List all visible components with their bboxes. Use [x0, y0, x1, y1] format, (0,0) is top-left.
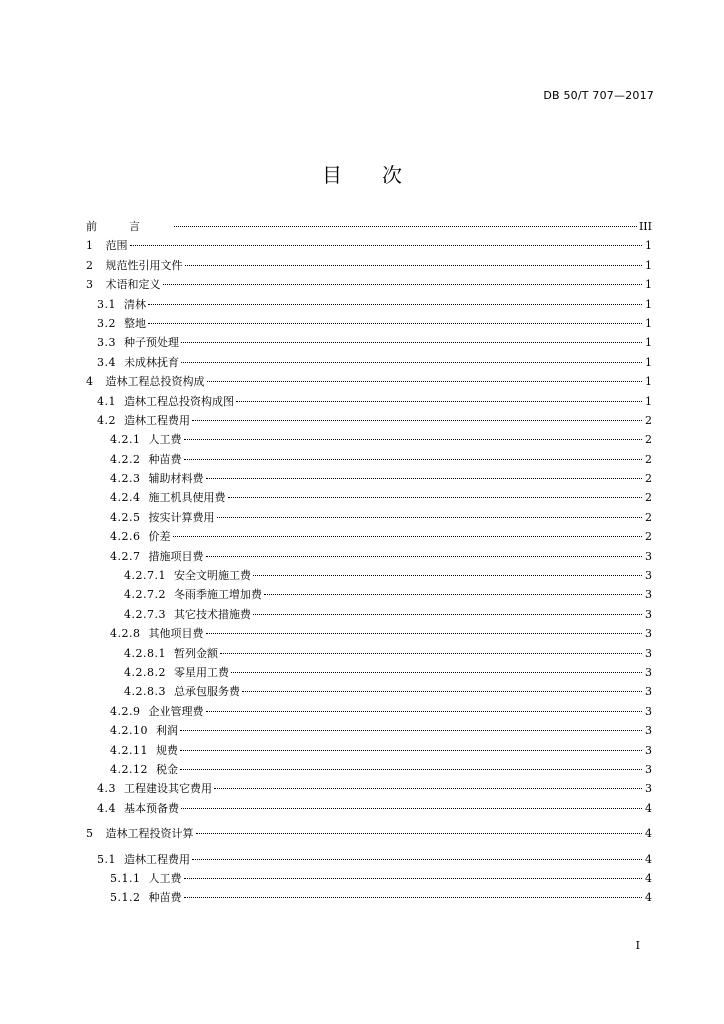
toc-entry-page: 4: [645, 852, 652, 866]
toc-entry-page: 1: [645, 297, 652, 311]
toc-entry-page: 3: [645, 782, 652, 796]
page-title: 目次: [322, 163, 442, 187]
toc-entry-title: 术语和定义: [105, 278, 161, 292]
toc-entry[interactable]: [86, 333, 652, 352]
toc-entry-page: 1: [645, 258, 652, 272]
toc-entry[interactable]: [86, 721, 652, 740]
toc-entry[interactable]: [86, 566, 652, 585]
toc-dot-leader: [184, 459, 643, 460]
toc-entry-page: 4: [645, 871, 652, 885]
toc-dot-leader: [148, 323, 642, 324]
toc-dot-leader: [217, 517, 643, 518]
toc-entry-number: 4.2.1: [110, 433, 141, 447]
toc-dot-leader: [206, 711, 643, 712]
toc-entry-page: 2: [645, 452, 652, 466]
toc-entry-page: 3: [645, 762, 652, 776]
toc-entry-number: 5.1.2: [110, 891, 141, 905]
toc-entry[interactable]: [86, 275, 652, 294]
toc-entry[interactable]: [86, 824, 652, 843]
toc-entry-title: 总承包服务费: [173, 685, 240, 699]
toc-entry[interactable]: [86, 372, 652, 391]
toc-entry-number: 4.2.7.1: [124, 569, 166, 583]
toc-dot-leader: [231, 672, 642, 673]
toc-entry[interactable]: [86, 236, 652, 255]
toc-entry-title: 造林工程费用: [124, 852, 190, 866]
toc-entry[interactable]: [86, 850, 652, 869]
toc-entry-number: 4.2.10: [110, 724, 148, 738]
toc-entry-title: 清林: [124, 297, 146, 311]
toc-entry[interactable]: [86, 411, 652, 430]
toc-entry-number: 4.2.7.3: [124, 607, 166, 621]
toc-entry-number: 5.1: [97, 852, 116, 866]
toc-entry-number: 4.4: [97, 801, 116, 815]
toc-entry[interactable]: [86, 469, 652, 488]
toc-dot-leader: [184, 878, 643, 879]
toc-entry[interactable]: [86, 547, 652, 566]
toc-entry-number: 4.2.5: [110, 510, 141, 524]
toc-dot-leader: [192, 859, 642, 860]
toc-entry-number: 5: [86, 827, 94, 841]
toc-dot-leader: [196, 833, 643, 834]
toc-entry-title: 种苗费: [148, 891, 182, 905]
toc-entry-title: 措施项目费: [148, 549, 204, 563]
toc-dot-leader: [228, 497, 643, 498]
toc-entry[interactable]: [86, 527, 652, 546]
toc-entry-number: 3.1: [97, 297, 116, 311]
toc-entry-number: 3.2: [97, 316, 116, 330]
toc-entry-page: 4: [645, 827, 652, 841]
toc-entry[interactable]: [86, 682, 652, 701]
toc-dot-leader: [163, 284, 643, 285]
toc-entry-title: 造林工程投资计算: [105, 827, 194, 841]
toc-entry-page: 1: [645, 375, 652, 389]
toc-entry-title: 造林工程总投资构成图: [124, 394, 234, 408]
toc-entry-page: 1: [645, 336, 652, 350]
toc-dot-leader: [253, 575, 642, 576]
toc-entry[interactable]: [86, 217, 652, 236]
toc-entry-page: 2: [645, 491, 652, 505]
toc-entry-number: 4.2.2: [110, 452, 141, 466]
toc-entry[interactable]: [86, 605, 652, 624]
toc-entry-number: 4.2.4: [110, 491, 141, 505]
toc-entry-page: 3: [645, 704, 652, 718]
toc-entry-title: 税金: [156, 762, 178, 776]
toc-dot-leader: [253, 614, 642, 615]
toc-dot-leader: [206, 633, 643, 634]
toc-entry-title: 安全文明施工费: [173, 569, 251, 583]
toc-entry[interactable]: [86, 256, 652, 275]
toc-entry-title: 暂列金额: [173, 646, 218, 660]
toc-entry-number: 2: [86, 258, 94, 272]
toc-entry-number: 4.2.9: [110, 704, 141, 718]
toc-entry-title: 未成林抚育: [124, 355, 179, 369]
toc-entry[interactable]: [86, 488, 652, 507]
toc-entry-number: 4.2.6: [110, 530, 141, 544]
toc-entry[interactable]: [86, 644, 652, 663]
toc-dot-leader: [148, 304, 642, 305]
toc-dot-leader: [180, 730, 642, 731]
toc-entry-title: 企业管理费: [148, 704, 204, 718]
toc-entry-number: 4.2.8.3: [124, 685, 166, 699]
toc-entry-page: 3: [645, 724, 652, 738]
table-of-contents: [86, 217, 652, 908]
toc-entry-page: 3: [645, 665, 652, 679]
toc-entry[interactable]: [86, 624, 652, 643]
toc-entry-page: 2: [645, 530, 652, 544]
toc-entry-title: 工程建设其它费用: [124, 782, 212, 796]
toc-entry[interactable]: [86, 314, 652, 333]
toc-entry-number: 4.2: [97, 413, 116, 427]
toc-entry-number: 4.2.8.2: [124, 665, 166, 679]
toc-entry[interactable]: [86, 760, 652, 779]
toc-entry-page: 3: [645, 569, 652, 583]
toc-dot-leader: [214, 788, 642, 789]
toc-entry-title: 零星用工费: [173, 665, 229, 679]
toc-entry-title: 造林工程总投资构成: [105, 375, 205, 389]
toc-entry-number: 3: [86, 278, 94, 292]
toc-entry[interactable]: [86, 869, 652, 888]
toc-dot-leader: [192, 420, 642, 421]
toc-entry-title: 种子预处理: [124, 336, 179, 350]
toc-entry-page: 1: [645, 394, 652, 408]
toc-entry[interactable]: [86, 353, 652, 372]
toc-dot-leader: [242, 691, 642, 692]
toc-entry-number: 4.3: [97, 782, 116, 796]
toc-entry[interactable]: [86, 585, 652, 604]
toc-entry[interactable]: [86, 430, 652, 449]
toc-dot-leader: [185, 265, 643, 266]
toc-dot-leader: [181, 362, 642, 363]
toc-entry-page: 3: [645, 743, 652, 757]
toc-dot-leader: [174, 226, 637, 227]
toc-entry[interactable]: [86, 450, 652, 469]
toc-entry-page: III: [638, 220, 652, 233]
toc-entry[interactable]: [86, 799, 652, 818]
toc-entry-number: 3.3: [97, 336, 116, 350]
toc-entry-page: 4: [645, 801, 652, 815]
toc-entry-page: 2: [645, 510, 652, 524]
toc-dot-leader: [181, 342, 642, 343]
toc-entry-page: 1: [645, 239, 652, 253]
toc-dot-leader: [180, 769, 642, 770]
toc-entry-page: 3: [645, 627, 652, 641]
toc-dot-leader: [206, 556, 643, 557]
toc-entry-page: 1: [645, 278, 652, 292]
toc-entry-title: 其他项目费: [148, 627, 204, 641]
toc-entry-title: 利润: [156, 724, 178, 738]
toc-entry-title: 种苗费: [148, 452, 182, 466]
toc-entry-page: 1: [645, 355, 652, 369]
toc-entry-title: 整地: [124, 316, 146, 330]
toc-entry-title: 人工费: [148, 871, 182, 885]
toc-entry-page: 2: [645, 413, 652, 427]
toc-entry-number: 1: [86, 239, 94, 253]
toc-entry[interactable]: [86, 741, 652, 760]
toc-entry-page: 3: [645, 646, 652, 660]
toc-entry-title: 基本预备费: [124, 801, 179, 815]
toc-dot-leader: [184, 439, 643, 440]
toc-entry-number: 4: [86, 375, 94, 389]
toc-entry-title: 价差: [148, 530, 171, 544]
toc-entry-number: 4.2.8.1: [124, 646, 166, 660]
toc-entry-title: 施工机具使用费: [148, 491, 226, 505]
toc-dot-leader: [264, 594, 642, 595]
toc-entry-page: 2: [645, 472, 652, 486]
toc-dot-leader: [184, 897, 643, 898]
toc-entry-page: 3: [645, 607, 652, 621]
toc-dot-leader: [173, 536, 643, 537]
toc-dot-leader: [181, 808, 642, 809]
toc-dot-leader: [220, 653, 642, 654]
toc-entry-title: 范围: [105, 239, 128, 253]
toc-entry[interactable]: [86, 392, 652, 411]
toc-entry-page: 2: [645, 433, 652, 447]
toc-entry[interactable]: [86, 779, 652, 798]
toc-entry[interactable]: [86, 663, 652, 682]
toc-dot-leader: [236, 401, 642, 402]
toc-entry-number: 4.2.3: [110, 472, 141, 486]
toc-entry-number: 3.4: [97, 355, 116, 369]
toc-entry-number: 4.2.7: [110, 549, 141, 563]
toc-entry-title: 按实计算费用: [148, 510, 215, 524]
toc-entry-title: 规费: [156, 743, 178, 757]
toc-entry[interactable]: [86, 508, 652, 527]
toc-entry-page: 1: [645, 316, 652, 330]
toc-dot-leader: [130, 245, 643, 246]
toc-entry[interactable]: [86, 702, 652, 721]
toc-dot-leader: [207, 381, 643, 382]
toc-entry[interactable]: [86, 295, 652, 314]
toc-entry-title: 冬雨季施工增加费: [173, 588, 262, 602]
toc-dot-leader: [180, 750, 642, 751]
toc-entry-number: 5.1.1: [110, 871, 141, 885]
toc-entry-title: 造林工程费用: [124, 413, 190, 427]
toc-entry-page: 4: [645, 891, 652, 905]
toc-entry-page: 3: [645, 549, 652, 563]
page-number: I: [635, 939, 640, 952]
toc-entry-title: 前言: [86, 220, 172, 233]
toc-dot-leader: [206, 478, 643, 479]
toc-entry-title: 规范性引用文件: [105, 258, 183, 272]
toc-entry-page: 3: [645, 588, 652, 602]
toc-entry-title: 人工费: [148, 433, 182, 447]
toc-entry-number: 4.2.11: [110, 743, 148, 757]
toc-entry[interactable]: [86, 888, 652, 907]
toc-entry-number: 4.2.12: [110, 762, 148, 776]
toc-entry-title: 辅助材料费: [148, 472, 204, 486]
toc-entry-page: 3: [645, 685, 652, 699]
toc-entry-number: 4.1: [97, 394, 116, 408]
toc-entry-title: 其它技术措施费: [173, 607, 251, 621]
toc-entry-number: 4.2.7.2: [124, 588, 166, 602]
toc-entry-number: 4.2.8: [110, 627, 141, 641]
document-code: DB 50/T 707—2017: [543, 89, 654, 102]
